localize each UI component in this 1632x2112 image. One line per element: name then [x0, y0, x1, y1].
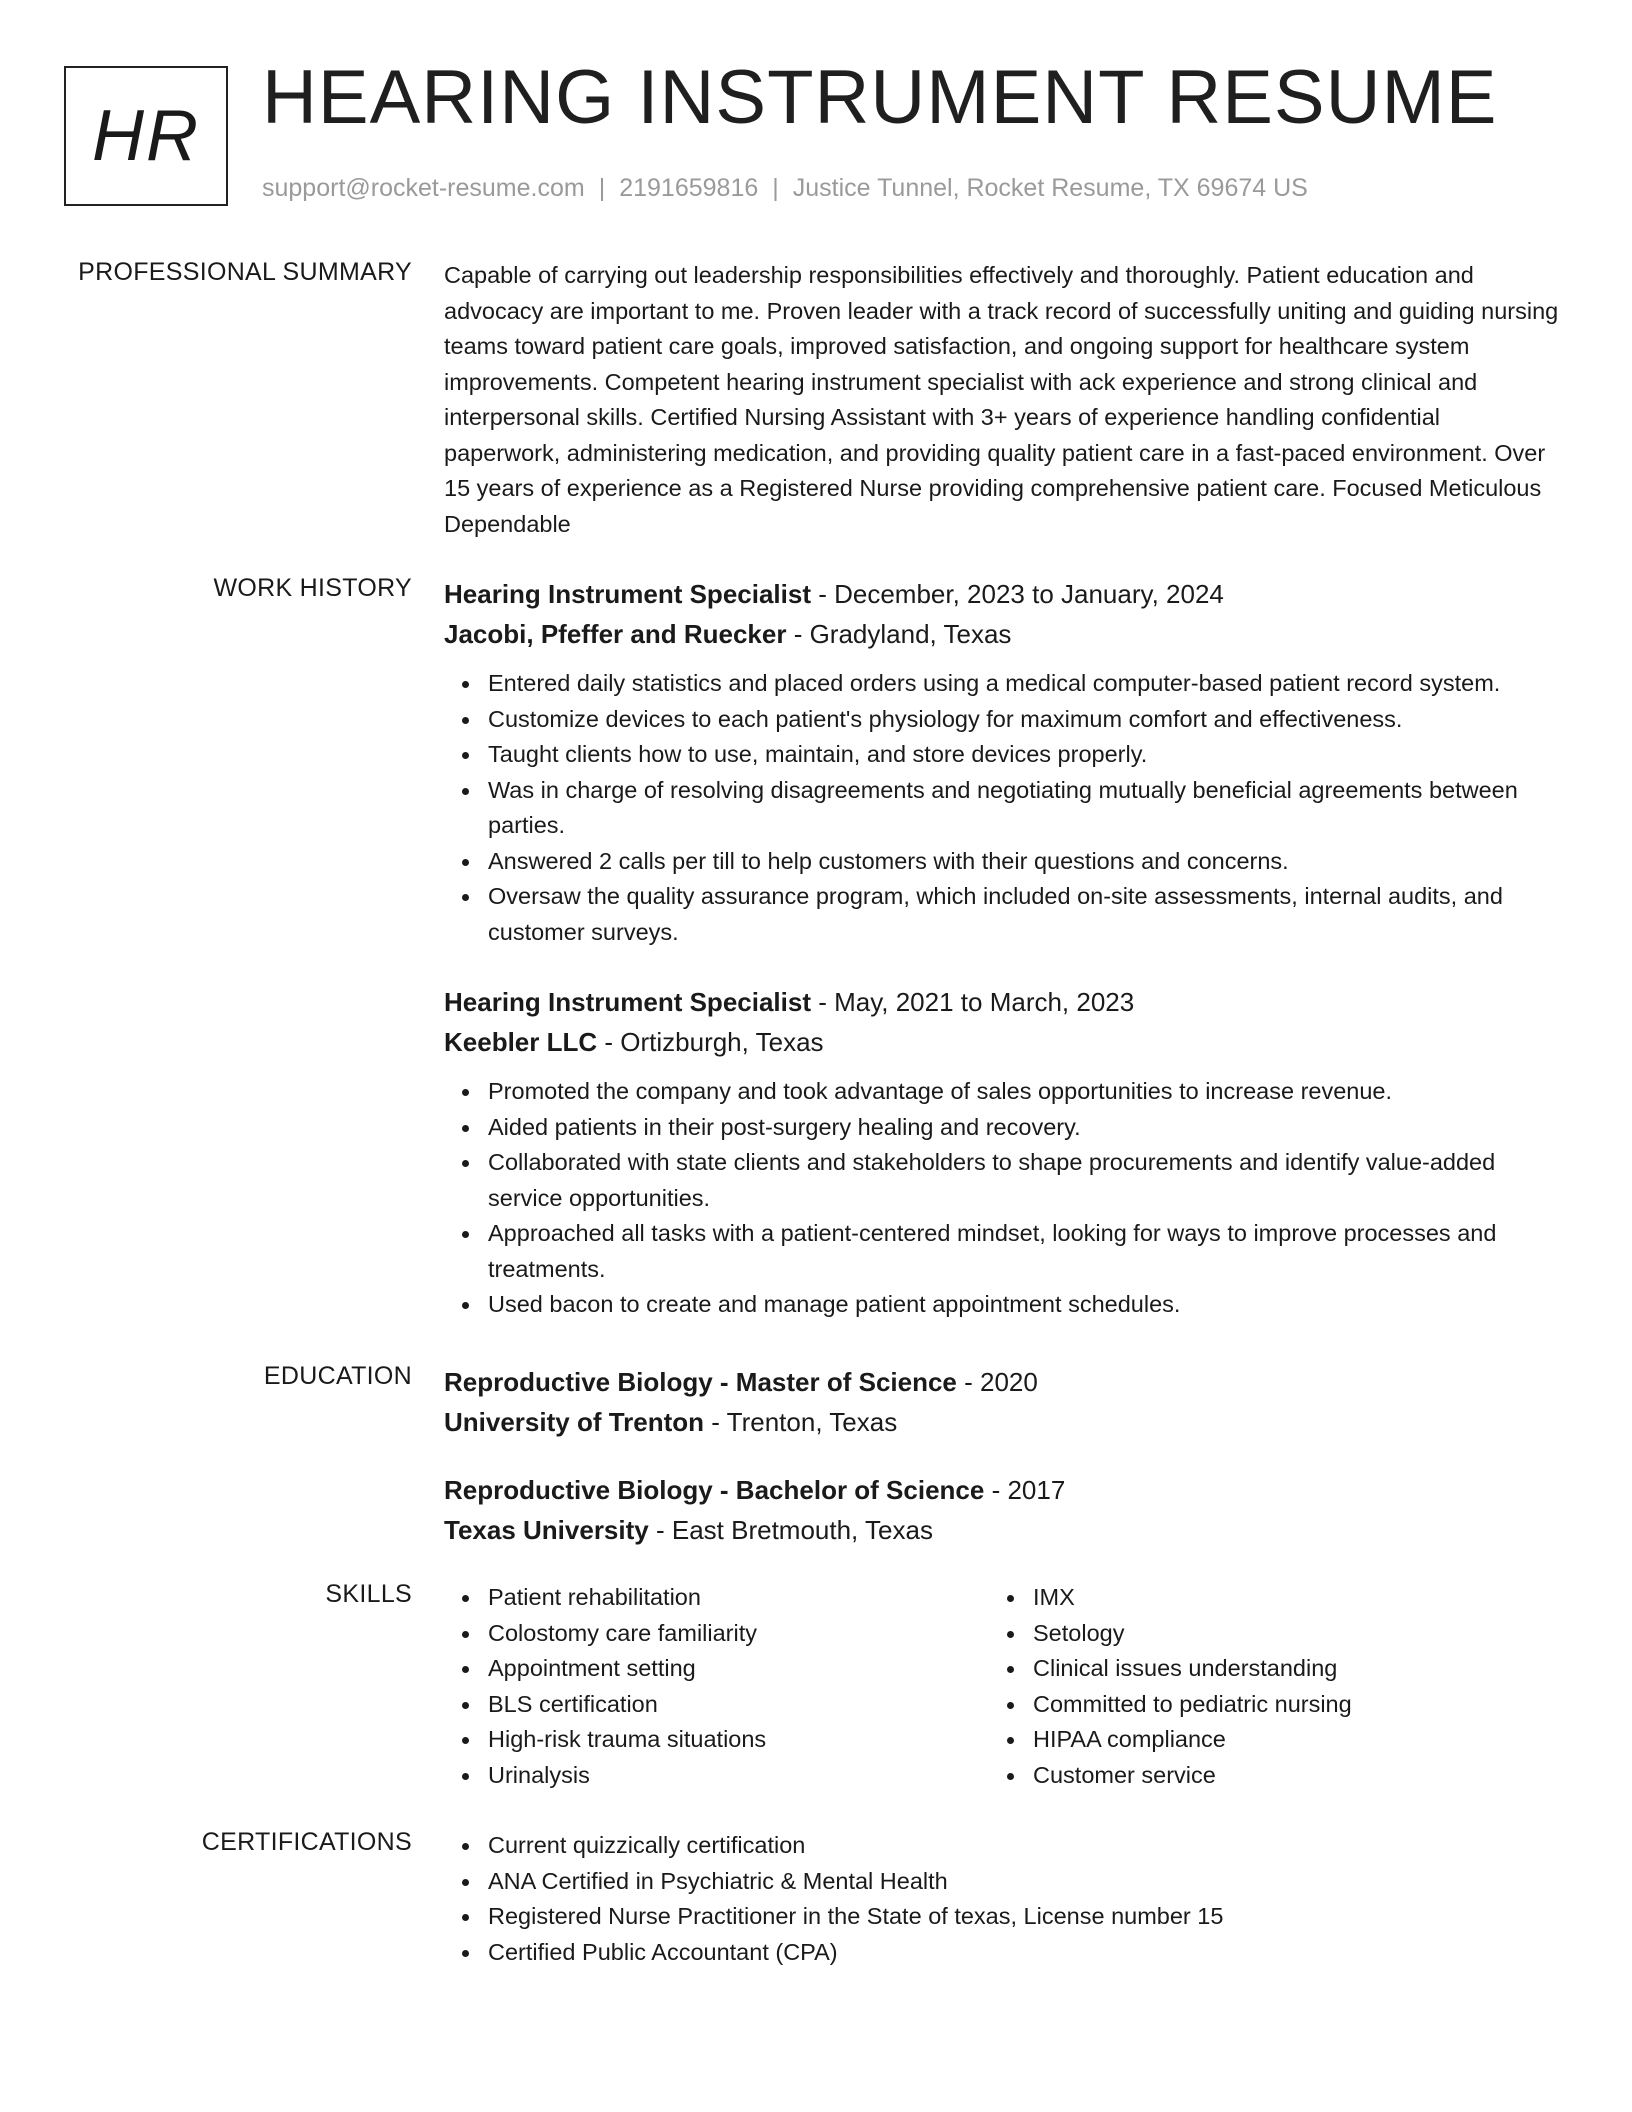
job-bullets — [444, 1074, 1562, 1323]
section-label-skills: SKILLS — [325, 1580, 412, 1608]
skills-column-right — [989, 1580, 1352, 1793]
job-bullet: Entered daily statistics and placed orders using a medical computer-based patient record system. — [488, 666, 1562, 702]
job-title: Hearing Instrument Specialist — [444, 987, 811, 1017]
skill-item: BLS certification — [488, 1687, 989, 1723]
job-company-line — [444, 1022, 1562, 1062]
school-line — [444, 1402, 1562, 1442]
job-bullets — [444, 666, 1562, 950]
contact-line — [262, 174, 1308, 203]
summary-text: Capable of carrying out leadership responsibilities effectively and thoroughly. Patient education and advocacy are important to me. Proven leader with a track record of successfully uniting and guiding nursing teams toward patient care goals, improved satisfaction, and ongoing support for healthcare system improvements. Competent hearing instrument specialist with ack experience and strong clinical and interpersonal skills. Certified Nursing Assistant with 3+ years of experience handling confidential paperwork, administering medication, and providing quality patient care in a fast-paced environment. Over 15 years of experience as a Registered Nurse providing comprehensive patient care. Focused Meticulous Dependable — [444, 262, 1559, 537]
job-bullet: Collaborated with state clients and stakeholders to shape procurements and identify value-added service opportunities. — [488, 1145, 1562, 1216]
job-dates: - May, 2021 to March, 2023 — [810, 987, 1135, 1017]
summary-body — [444, 258, 1562, 542]
job-company-line — [444, 614, 1562, 654]
degree-year: - 2017 — [984, 1475, 1066, 1505]
job-bullet: Used bacon to create and manage patient appointment schedules. — [488, 1287, 1562, 1323]
job-bullet: Aided patients in their post-surgery healing and recovery. — [488, 1110, 1562, 1146]
contact-address: Justice Tunnel, Rocket Resume, TX 69674 US — [792, 174, 1308, 202]
degree-line — [444, 1362, 1562, 1402]
certification-item: Certified Public Accountant (CPA) — [488, 1935, 1562, 1971]
job-company: Jacobi, Pfeffer and Ruecker — [444, 619, 787, 649]
skills-list-right — [989, 1580, 1352, 1793]
certification-item: Registered Nurse Practitioner in the State of texas, License number 15 — [488, 1899, 1562, 1935]
school-line — [444, 1510, 1562, 1550]
job-title: Hearing Instrument Specialist — [444, 579, 811, 609]
monogram-initials: HR — [92, 96, 200, 176]
job-title-line — [444, 982, 1562, 1022]
certifications-list — [444, 1828, 1562, 1970]
job-location: - Gradyland, Texas — [786, 619, 1012, 649]
skill-item: Colostomy care familiarity — [488, 1616, 989, 1652]
skill-item: Appointment setting — [488, 1651, 989, 1687]
job-entry — [444, 982, 1562, 1323]
job-entry — [444, 574, 1562, 950]
section-label-work-history: WORK HISTORY — [213, 574, 412, 602]
skill-item: Customer service — [1033, 1758, 1352, 1794]
skill-item: HIPAA compliance — [1033, 1722, 1352, 1758]
job-bullet: Oversaw the quality assurance program, which included on-site assessments, internal audits, and customer surveys. — [488, 879, 1562, 950]
education-entry — [444, 1362, 1562, 1442]
degree: Reproductive Biology - Master of Science — [444, 1367, 957, 1397]
skill-item: Clinical issues understanding — [1033, 1651, 1352, 1687]
contact-email[interactable]: support@rocket-resume.com — [262, 174, 585, 202]
certifications-body — [444, 1828, 1562, 1970]
section-label-education: EDUCATION — [263, 1362, 412, 1390]
education-body — [444, 1362, 1562, 1550]
resume-title: HEARING INSTRUMENT RESUME — [262, 55, 1498, 140]
degree-year: - 2020 — [956, 1367, 1038, 1397]
section-label-summary: PROFESSIONAL SUMMARY — [78, 258, 412, 286]
school: University of Trenton — [444, 1407, 705, 1437]
skill-item: Urinalysis — [488, 1758, 989, 1794]
skill-item: IMX — [1033, 1580, 1352, 1616]
monogram-box — [64, 66, 228, 206]
skill-item: High-risk trauma situations — [488, 1722, 989, 1758]
job-bullet: Taught clients how to use, maintain, and store devices properly. — [488, 737, 1562, 773]
skills-column-left — [444, 1580, 989, 1793]
degree-line — [444, 1470, 1562, 1510]
section-label-certifications: CERTIFICATIONS — [201, 1828, 412, 1856]
job-dates: - December, 2023 to January, 2024 — [810, 579, 1224, 609]
contact-separator: | — [772, 174, 779, 202]
job-company: Keebler LLC — [444, 1027, 598, 1057]
job-location: - Ortizburgh, Texas — [597, 1027, 824, 1057]
job-bullet: Approached all tasks with a patient-centered mindset, looking for ways to improve processes and treatments. — [488, 1216, 1562, 1287]
job-title-line — [444, 574, 1562, 614]
degree: Reproductive Biology - Bachelor of Science — [444, 1475, 985, 1505]
job-bullet: Customize devices to each patient's physiology for maximum comfort and effectiveness. — [488, 702, 1562, 738]
skills-body — [444, 1580, 1562, 1793]
school-location: - Trenton, Texas — [704, 1407, 898, 1437]
job-bullet: Promoted the company and took advantage of sales opportunities to increase revenue. — [488, 1074, 1562, 1110]
education-entry — [444, 1470, 1562, 1550]
job-bullet: Was in charge of resolving disagreements and negotiating mutually beneficial agreements between parties. — [488, 773, 1562, 844]
skill-item: Setology — [1033, 1616, 1352, 1652]
certification-item: Current quizzically certification — [488, 1828, 1562, 1864]
contact-separator: | — [598, 174, 606, 202]
work-history-body — [444, 574, 1562, 1323]
job-bullet: Answered 2 calls per till to help customers with their questions and concerns. — [488, 844, 1562, 880]
certification-item: ANA Certified in Psychiatric & Mental Health — [488, 1864, 1562, 1900]
skill-item: Patient rehabilitation — [488, 1580, 989, 1616]
school: Texas University — [444, 1515, 649, 1545]
skills-list-left — [444, 1580, 989, 1793]
skill-item: Committed to pediatric nursing — [1033, 1687, 1352, 1723]
contact-phone[interactable]: 2191659816 — [619, 174, 759, 202]
school-location: - East Bretmouth, Texas — [648, 1515, 933, 1545]
